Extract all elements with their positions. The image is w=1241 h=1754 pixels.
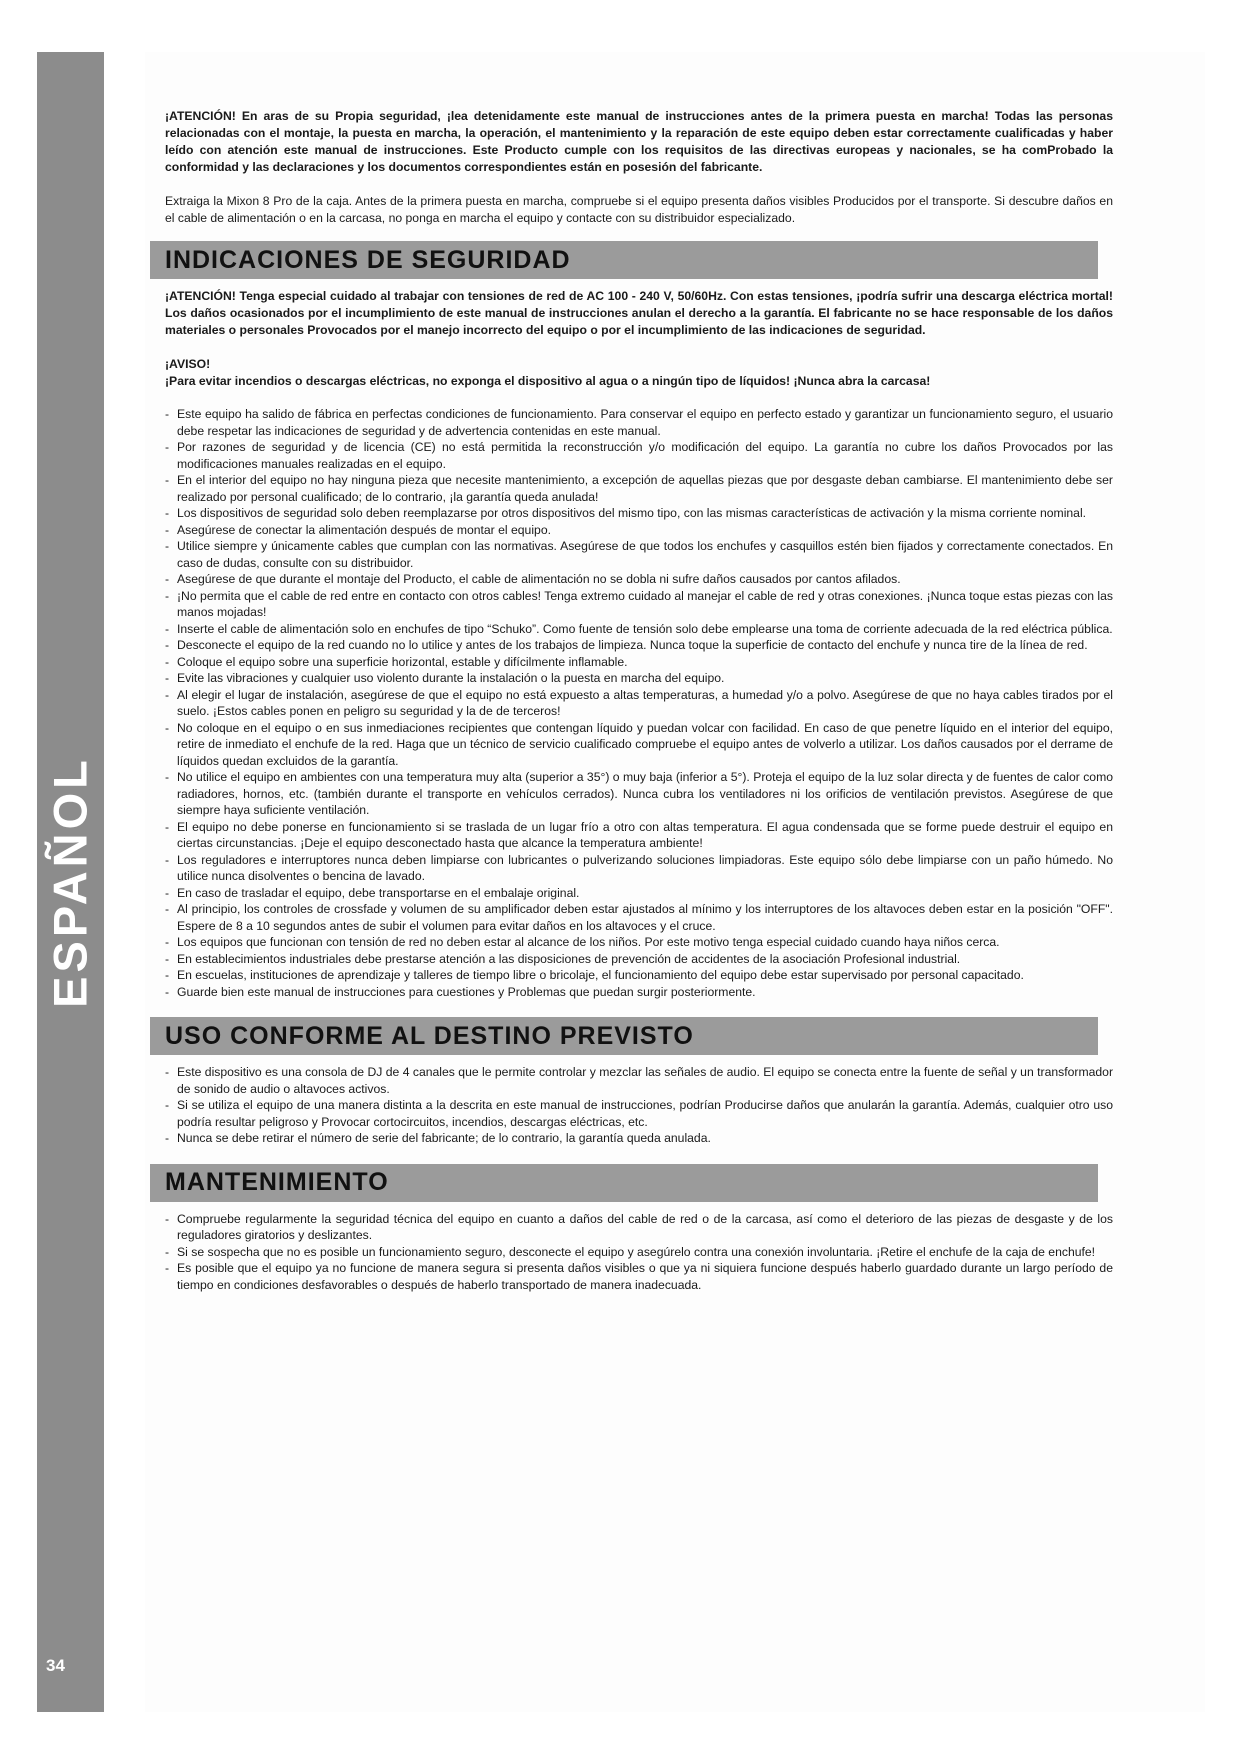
list-item: - Inserte el cable de alimentación solo en enchufes de tipo “Schuko”. Como fuente de tensión solo debe emplearse una toma de corriente adecuada de la red eléctrica pública.: [165, 621, 1113, 638]
list-item: - En establecimientos industriales debe prestarse atención a las disposiciones de prevención de accidentes de la asociación Profesional industrial.: [165, 951, 1113, 968]
list-item: - Al elegir el lugar de instalación, asegúrese de que el equipo no está expuesto a altas temperaturas, a humedad y/o a polvo. Asegúrese de que no haya cables tirados por el suelo. ¡Estos cables ponen en peligro su seguridad y la de de terceros!: [165, 687, 1113, 720]
list-item: - Evite las vibraciones y cualquier uso violento durante la instalación o la puesta en marcha del equipo.: [165, 670, 1113, 687]
list-item: - En el interior del equipo no hay ninguna pieza que necesite mantenimiento, a excepción de aquellas piezas que por desgaste deban cambiarse. El mantenimiento debe ser realizado por personal cualificado; de lo contrario, ¡la garantía queda anulada!: [165, 472, 1113, 505]
list-item: - Guarde bien este manual de instrucciones para cuestiones y Problemas que puedan surgir posteriormente.: [165, 984, 1113, 1001]
list-item: - Si se utiliza el equipo de una manera distinta a la descrita en este manual de instrucciones, podrían Producirse daños que anularán la garantía. Además, cualquier otro uso podría resultar peligroso y Provocar cortocircuitos, incendios, descargas eléctricas, etc.: [165, 1097, 1113, 1130]
list-item: - No utilice el equipo en ambientes con una temperatura muy alta (superior a 35°) o muy baja (inferior a 5°). Proteja el equipo de la luz solar directa y de fuentes de calor como radiadores, hornos, etc. (también durante el transporte en vehículos cerrados). Nunca cubra los ventiladores ni los orificios de ventilación previstos. Asegúrese de que siempre haya suficiente ventilación.: [165, 769, 1113, 819]
language-label: ESPAÑOL: [43, 756, 97, 1008]
list-item: - Asegúrese de que durante el montaje del Producto, el cable de alimentación no se dobla ni sufre daños causados por cantos afilados.: [165, 571, 1113, 588]
list-item: - Este dispositivo es una consola de DJ de 4 canales que le permite controlar y mezclar las señales de audio. El equipo se conecta entre la fuente de señal y un transformador de sonido de audio o altavoces activos.: [165, 1064, 1113, 1097]
list-item: - ¡No permita que el cable de red entre en contacto con otros cables! Tenga extremo cuidado al manejar el cable de red y otras conexiones. ¡Nunca toque estas piezas con las manos mojadas!: [165, 588, 1113, 621]
section-title-intended-use: USO CONFORME AL DESTINO PREVISTO: [165, 1021, 694, 1050]
list-item: - En caso de trasladar el equipo, debe transportarse en el embalaje original.: [165, 885, 1113, 902]
list-item: - Compruebe regularmente la seguridad técnica del equipo en cuanto a daños del cable de red o de la carcasa, así como el deterioro de las piezas de desgaste y de los reguladores giratorios y deslizantes.: [165, 1211, 1113, 1244]
list-item: - Es posible que el equipo ya no funcione de manera segura si presenta daños visibles o que ya ni siquiera funcione después haberlo guardado durante un largo período de tiempo en condiciones desfavorables o después de haberlo transportado de manera inadecuada.: [165, 1260, 1113, 1293]
list-item: - El equipo no debe ponerse en funcionamiento si se traslada de un lugar frío a otro con altas temperatura. El agua condensada que se forme puede destruir el equipo en ciertas circunstancias. ¡Deje el equipo desconectado hasta que alcance la temperatura ambiente!: [165, 819, 1113, 852]
content: [165, 108, 1113, 1293]
section-header-intended-use: [150, 1017, 1098, 1055]
list-item: - En escuelas, instituciones de aprendizaje y talleres de tiempo libre o bricolaje, el funcionamiento del equipo debe estar supervisado por personal capacitado.: [165, 967, 1113, 984]
list-item: - No coloque en el equipo o en sus inmediaciones recipientes que contengan líquido y puedan volcar con facilidad. En caso de que penetre líquido en el interior del equipo, retire de inmediato el enchufe de la red. Haga que un técnico de servicio cualificado compruebe el equipo antes de volverlo a utilizar. Los daños causados por el derrame de líquidos quedan excluidos de la garantía.: [165, 720, 1113, 770]
safety-list: [165, 406, 1113, 1000]
safety-warning: ¡ATENCIÓN! Tenga especial cuidado al trabajar con tensiones de red de AC 100 - 240 V, 50/60Hz. Con estas tensiones, ¡podría sufrir una descarga eléctrica mortal! Los daños ocasionados por el incumplimiento de este manual de instrucciones anulan el derecho a la garantía. El fabricante no se hace responsable de los daños materiales o personales Provocados por el manejo incorrecto del equipo o por el incumplimiento de las indicaciones de seguridad.: [165, 289, 1113, 337]
list-item: - Por razones de seguridad y de licencia (CE) no está permitida la reconstrucción y/o modificación del equipo. La garantía no cubre los daños Provocados por las modificaciones manuales realizadas en el equipo.: [165, 439, 1113, 472]
list-item: - Si se sospecha que no es posible un funcionamiento seguro, desconecte el equipo y asegúrelo contra una conexión involuntaria. ¡Retire el enchufe de la caja de enchufe!: [165, 1244, 1113, 1261]
intended-use-list: [165, 1064, 1113, 1147]
section-title-maintenance: MANTENIMIENTO: [165, 1168, 389, 1196]
list-item: - Los reguladores e interruptores nunca deben limpiarse con lubricantes o pulverizando soluciones limpiadoras. Este equipo sólo debe limpiarse con un paño húmedo. No utilice nunca disolventes o bencina de lavado.: [165, 852, 1113, 885]
notice-title: ¡AVISO!: [165, 357, 211, 371]
section-header-maintenance: [150, 1164, 1098, 1202]
list-item: - Este equipo ha salido de fábrica en perfectas condiciones de funcionamiento. Para conservar el equipo en perfecto estado y garantizar un funcionamiento seguro, el usuario debe respetar las indicaciones de seguridad y de advertencia contenidas en este manual.: [165, 406, 1113, 439]
list-item: - Coloque el equipo sobre una superficie horizontal, estable y difícilmente inflamable.: [165, 654, 1113, 671]
intro-unpack: Extraiga la Mixon 8 Pro de la caja. Antes de la primera puesta en marcha, compruebe si el equipo presenta daños visibles Producidos por el transporte. Si descubre daños en el cable de alimentación o en la carcasa, no ponga en marcha el equipo y contacte con su distribuidor especializado.: [165, 194, 1113, 225]
list-item: - Los equipos que funcionan con tensión de red no deben estar al alcance de los niños. Por este motivo tenga especial cuidado cuando haya niños cerca.: [165, 934, 1113, 951]
notice-text: ¡Para evitar incendios o descargas eléctricas, no exponga el dispositivo al agua o a ningún tipo de líquidos! ¡Nunca abra la carcasa!: [165, 374, 931, 388]
intro-warning: ¡ATENCIÓN! En aras de su Propia seguridad, ¡lea detenidamente este manual de instrucciones antes de la primera puesta en marcha! Todas las personas relacionadas con el montaje, la puesta en marcha, la operación, el mantenimiento y la reparación de este equipo deben estar correctamente cualificadas y haber leído con atención este manual de instrucciones. Este Producto cumple con los requisitos de las directivas europeas y nacionales, se ha comProbado la conformidad y las declaraciones y los documentos correspondientes están en posesión del fabricante.: [165, 109, 1113, 174]
list-item: - Asegúrese de conectar la alimentación después de montar el equipo.: [165, 522, 1113, 539]
maintenance-list: [165, 1211, 1113, 1294]
list-item: - Utilice siempre y únicamente cables que cumplan con las normativas. Asegúrese de que todos los enchufes y casquillos estén bien fijados y correctamente conectados. En caso de dudas, consulte con su distribuidor.: [165, 538, 1113, 571]
section-title-safety: INDICACIONES DE SEGURIDAD: [165, 245, 571, 274]
list-item: - Desconecte el equipo de la red cuando no lo utilice y antes de los trabajos de limpieza. Nunca toque la superficie de contacto del enchufe y nunca tire de la línea de red.: [165, 637, 1113, 654]
list-item: - Los dispositivos de seguridad solo deben reemplazarse por otros dispositivos del mismo tipo, con las mismas características de activación y la misma corriente nominal.: [165, 505, 1113, 522]
section-header-safety: [150, 241, 1098, 279]
page-number: 34: [46, 1656, 65, 1675]
list-item: - Nunca se debe retirar el número de serie del fabricante; de lo contrario, la garantía queda anulada.: [165, 1130, 1113, 1147]
list-item: - Al principio, los controles de crossfade y volumen de su amplificador deben estar ajustados al mínimo y los interruptores de los altavoces deben estar en la posición "OFF". Espere de 8 a 10 segundos antes de subir el volumen para evitar daños en los altavoces y el cruce.: [165, 901, 1113, 934]
